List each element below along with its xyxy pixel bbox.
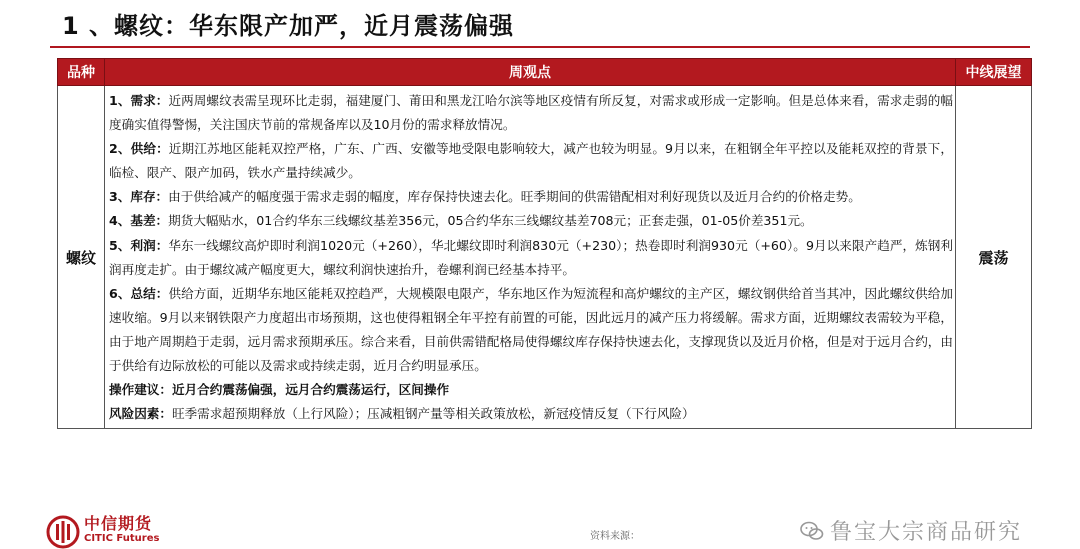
header-variety: 品种 [58,59,105,86]
logo-chinese-name: 中信期货 [84,514,153,533]
point-label: 6、总结： [109,285,169,301]
table-header-row [58,59,1032,86]
point-label: 1、需求： [109,93,169,108]
point-supply [109,137,953,185]
point-text: 由于供给减产的幅度强于需求走弱的幅度，库存保持快速去化。旺季期间的供需错配相对利好现货以及近月合约的价格走势。 [168,189,861,205]
outlook-cell: 震荡 [956,86,1032,429]
wechat-watermark [800,515,1022,546]
citic-logo-icon [46,515,80,549]
page-title: 1 、螺纹：华东限产加严，近月震荡偏强 [62,12,515,40]
citic-futures-logo [46,515,159,549]
operation-label: 操作建议： [109,382,172,398]
point-label: 3、库存： [109,189,169,205]
title-divider [50,46,1030,48]
risk-text: 旺季需求超预期释放（上行风险）；压减粗钢产量等相关政策放松，新冠疫情反复（下行风险） [171,406,695,422]
wechat-icon [800,519,824,543]
point-label: 5、利润： [109,237,169,253]
risk-factors [109,402,953,426]
operation-text: 近月合约震荡偏强，远月合约震荡运行，区间操作 [171,382,450,398]
header-outlook: 中线展望 [956,59,1032,86]
point-label: 4、基差： [109,213,169,229]
point-text: 近期江苏地区能耗双控严格，广东、广西、安徽等地受限电影响较大，减产也较为明显。9月以来，在粗钢全年平控以及能耗双控的背景下，临检、限产、限产加码，铁水产量持续减少。 [109,141,953,181]
weekly-view-cell [105,86,956,429]
point-inventory [109,185,953,209]
header-weekly-view: 周观点 [105,59,956,86]
logo-english-name: CITIC Futures [84,533,160,544]
source-note: 资料来源： [590,531,640,542]
point-text: 近两周螺纹表需呈现环比走弱，福建厦门、莆田和黑龙江哈尔滨等地区疫情有所反复，对需求或形成一定影响。但是总体来看，需求走弱的幅度确实值得警惕，关注国庆节前的常规备库以及10月份的需求释放情况。 [109,93,954,133]
point-basis [109,209,953,233]
watermark-text: 鲁宝大宗商品研究 [830,520,1023,545]
operation-advice [109,378,953,402]
point-demand [109,89,953,137]
point-label: 2、供给： [109,141,169,157]
risk-label: 风险因素： [109,406,172,422]
weekly-view-table [57,58,1032,429]
point-text: 供给方面，近期华东地区能耗双控趋严，大规模限电限产，华东地区作为短流程和高炉螺纹的主产区，螺纹钢供给首当其冲，因此螺纹供给加速收缩。9月以来钢铁限产力度超出市场预期，这也使得粗钢全年平控有前置的可能，因此远月的减产压力将缓解。需求方面，近期螺纹表需较为平稳，由于地产周期趋于走弱，远月需求预期承压。综合来看，目前供需错配格局使得螺纹库存保持快速去化，支撑现货以及近月价格，但是对于远月合约，由于供给有边际放松的可能以及需求或持续走弱，近月合约明显承压。 [109,285,954,374]
point-text: 期货大幅贴水，01合约华东三线螺纹基差356元，05合约华东三线螺纹基差708元；正套走强，01-05价差351元。 [168,213,813,229]
table-row [58,86,1032,429]
point-profit [109,234,953,282]
point-text: 华东一线螺纹高炉即时利润1020元（+260），华北螺纹即时利润830元（+230）；热卷即时利润930元（+60）。9月以来限产趋严，炼钢利润再度走扩。由于螺纹减产幅度更大，螺纹利润快速抬升，卷螺利润已经基本持平。 [109,237,953,277]
point-summary [109,282,953,378]
variety-cell: 螺纹 [58,86,105,429]
